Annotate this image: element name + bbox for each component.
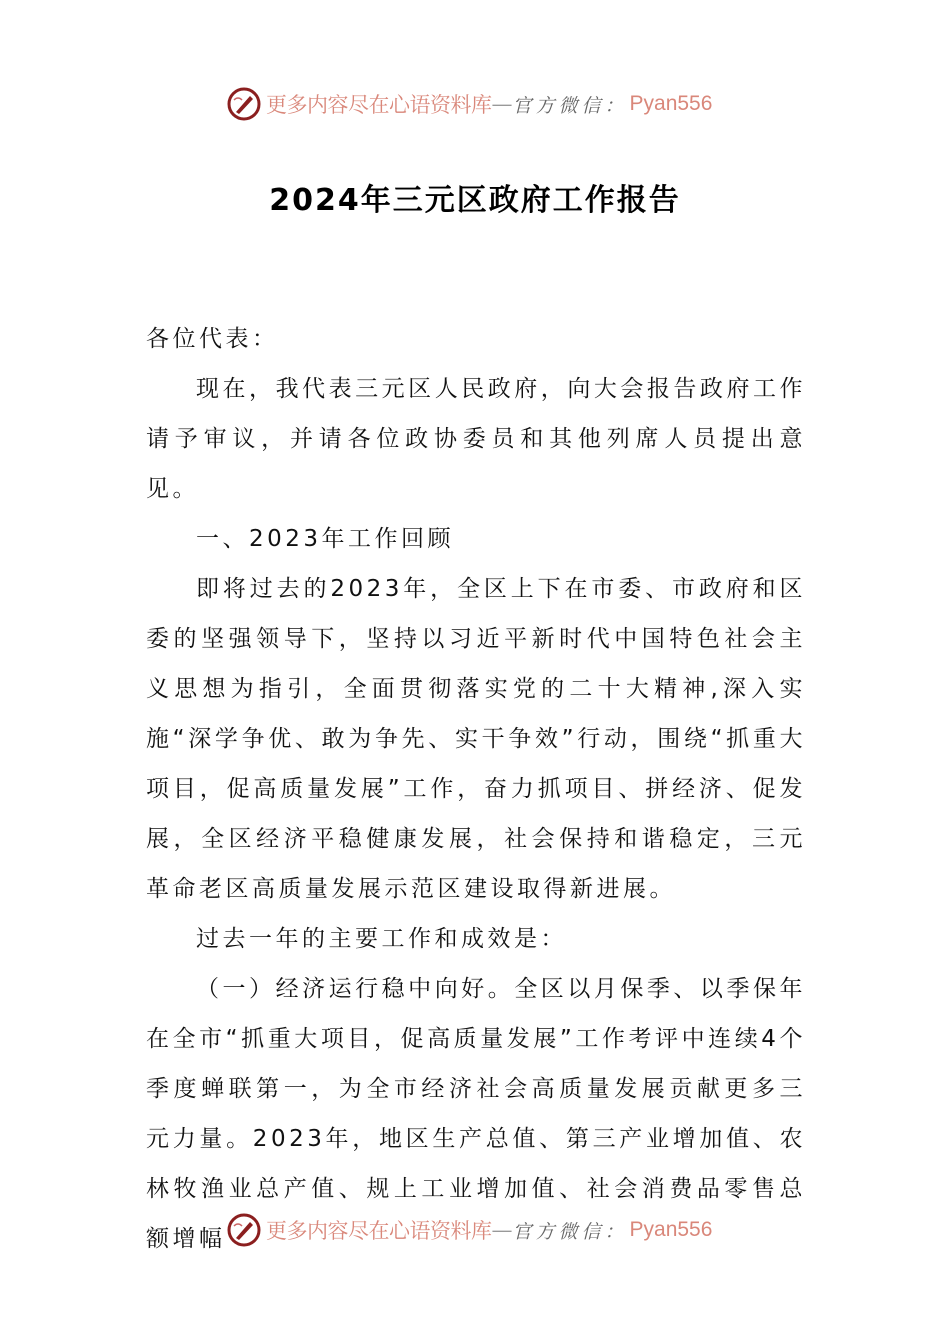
section-heading-review: 一、2023年工作回顾 xyxy=(196,526,455,552)
document-body xyxy=(146,314,806,1264)
banner-wechat-id: Pyan556 xyxy=(629,1218,713,1241)
banner-main-text: 更多内容尽在心语资料库 xyxy=(266,1219,492,1243)
paragraph-overview: 即将过去的2023年，全区上下在市委、市政府和区委的坚强领导下，坚持以习近平新时代中国特色社会主义思想为指引，全面贯彻落实党的二十大精神,深入实施“深学争优、敢为争先、实干争效”行动，围绕“抓重大项目，促高质量发展”工作，奋力抓项目、拼经济、促发展，全区经济平稳健康发展，社会保持和谐稳定，三元革命老区高质量发展示范区建设取得新进展。 xyxy=(146,576,806,902)
banner-main-text: 更多内容尽在心语资料库 xyxy=(266,93,492,117)
quill-pen-logo-icon xyxy=(226,1212,262,1248)
document-title: 2024年三元区政府工作报告 xyxy=(269,183,681,218)
banner-dash: — xyxy=(491,1218,513,1242)
banner-wechat-label: 官方微信： xyxy=(512,94,628,117)
paragraph-intro: 现在，我代表三元区人民政府，向大会报告政府工作请予审议，并请各位政协委员和其他列席人员提出意见。 xyxy=(146,376,806,502)
salutation: 各位代表： xyxy=(146,326,279,352)
paragraph-achievements-intro: 过去一年的主要工作和成效是： xyxy=(196,926,567,952)
footer-watermark-banner xyxy=(226,1210,712,1250)
quill-pen-logo-icon xyxy=(226,86,262,122)
paragraph-economy: （一）经济运行稳中向好。全区以月保季、以季保年在全市“抓重大项目，促高质量发展”工作考评中连续4个季度蝉联第一，为全市经济社会高质量发展贡献更多三元力量。2023年，地区生产总值、第三产业增加值、农林牧渔业总产值、规上工业增加值、社会消费品零售总额增幅 xyxy=(146,976,806,1252)
banner-wechat-id: Pyan556 xyxy=(629,92,713,115)
banner-wechat-label: 官方微信： xyxy=(512,1220,628,1243)
header-watermark-banner xyxy=(226,84,712,124)
banner-dash: — xyxy=(491,92,513,116)
